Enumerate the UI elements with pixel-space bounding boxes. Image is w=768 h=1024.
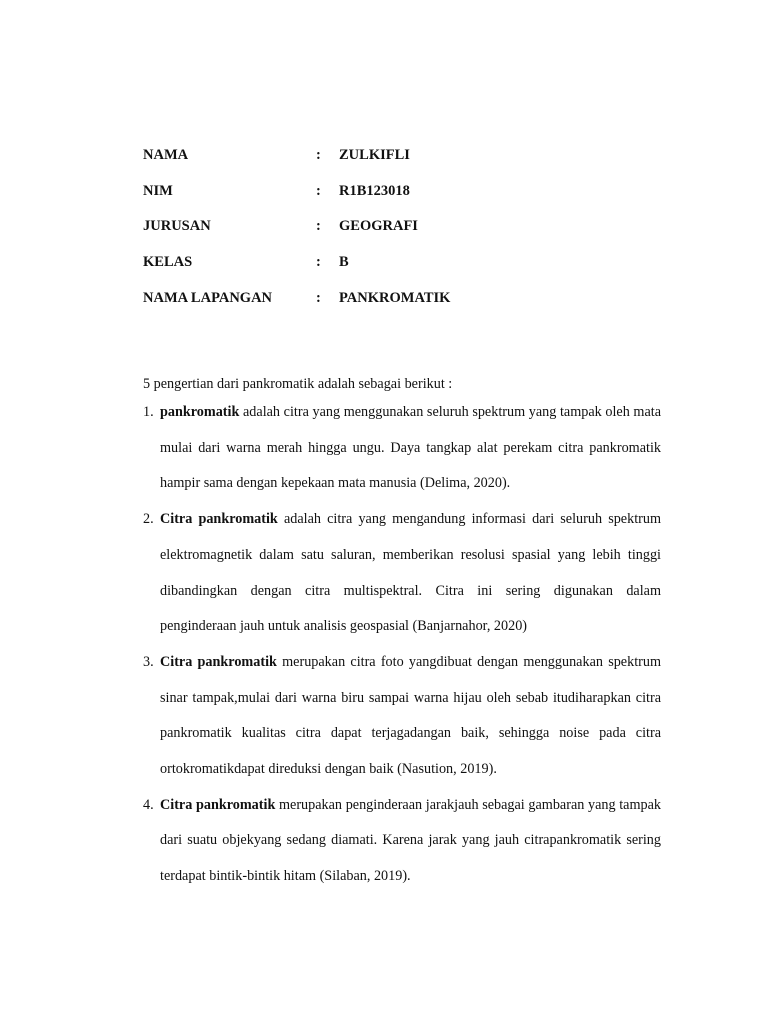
info-label: NAMA LAPANGAN — [143, 289, 273, 306]
definition-term: Citra pankromatik — [160, 796, 276, 813]
intro-paragraph: 5 pengertian dari pankromatik adalah sebagai berikut : — [143, 376, 453, 393]
item-number: 2. — [143, 511, 154, 528]
definition-term: pankromatik — [160, 404, 240, 420]
definition-list — [143, 395, 661, 895]
info-colon: : — [316, 218, 321, 235]
info-colon: : — [316, 182, 321, 199]
info-colon: : — [316, 147, 321, 163]
info-colon: : — [316, 254, 321, 271]
info-value: PANKROMATIK — [339, 289, 451, 306]
info-value: ZULKIFLI — [339, 147, 410, 163]
definition-item — [143, 788, 661, 895]
info-colon: : — [316, 289, 321, 306]
item-number: 3. — [143, 653, 154, 670]
info-label: NAMA — [143, 147, 189, 163]
info-value: R1B123018 — [339, 182, 410, 199]
info-label: KELAS — [143, 254, 193, 271]
info-value: B — [339, 254, 349, 271]
info-label: NIM — [143, 182, 173, 199]
definition-item — [143, 395, 661, 502]
definition-text: merupakan penginderaan jarakjauh sebagai gambaran yang tampak dari suatu objekyang sedang diamati. Karena jarak yang jauh citrapankromatik sering terdapat bintik-bintik hitam (Silaban, 2019). — [160, 796, 662, 885]
info-label: JURUSAN — [143, 218, 211, 235]
item-number: 4. — [143, 796, 154, 813]
definition-term: Citra pankromatik — [160, 653, 277, 670]
info-value: GEOGRAFI — [339, 218, 418, 235]
definition-item — [143, 502, 661, 645]
definition-text: adalah citra yang mengandung informasi dari seluruh spektrum elektromagnetik dalam satu saluran, memberikan resolusi spasial yang lebih tinggi dibandingkan dengan citra multispektral. Citra ini sering digunakan dalam penginderaan jauh untuk analisis geospasial (Banjarnahor, 2020) — [160, 511, 661, 635]
definition-item — [143, 645, 661, 788]
definition-text: adalah citra yang menggunakan seluruh spektrum yang tampak oleh mata mulai dari warna merah hingga ungu. Daya tangkap alat perekam citra pankromatik hampir sama dengan kepekaan mata manusia (Delima, 2020). — [160, 404, 661, 492]
item-number: 1. — [143, 404, 154, 420]
definition-text: merupakan citra foto yangdibuat dengan menggunakan spektrum sinar tampak,mulai dari warna biru sampai warna hijau oleh sebab itudiharapkan citra pankromatik kualitas citra dapat terjagadangan baik, sehingga noise pada citra ortokromatikdapat direduksi dengan baik (Nasution, 2019). — [160, 653, 661, 778]
definition-term: Citra pankromatik — [160, 511, 278, 528]
